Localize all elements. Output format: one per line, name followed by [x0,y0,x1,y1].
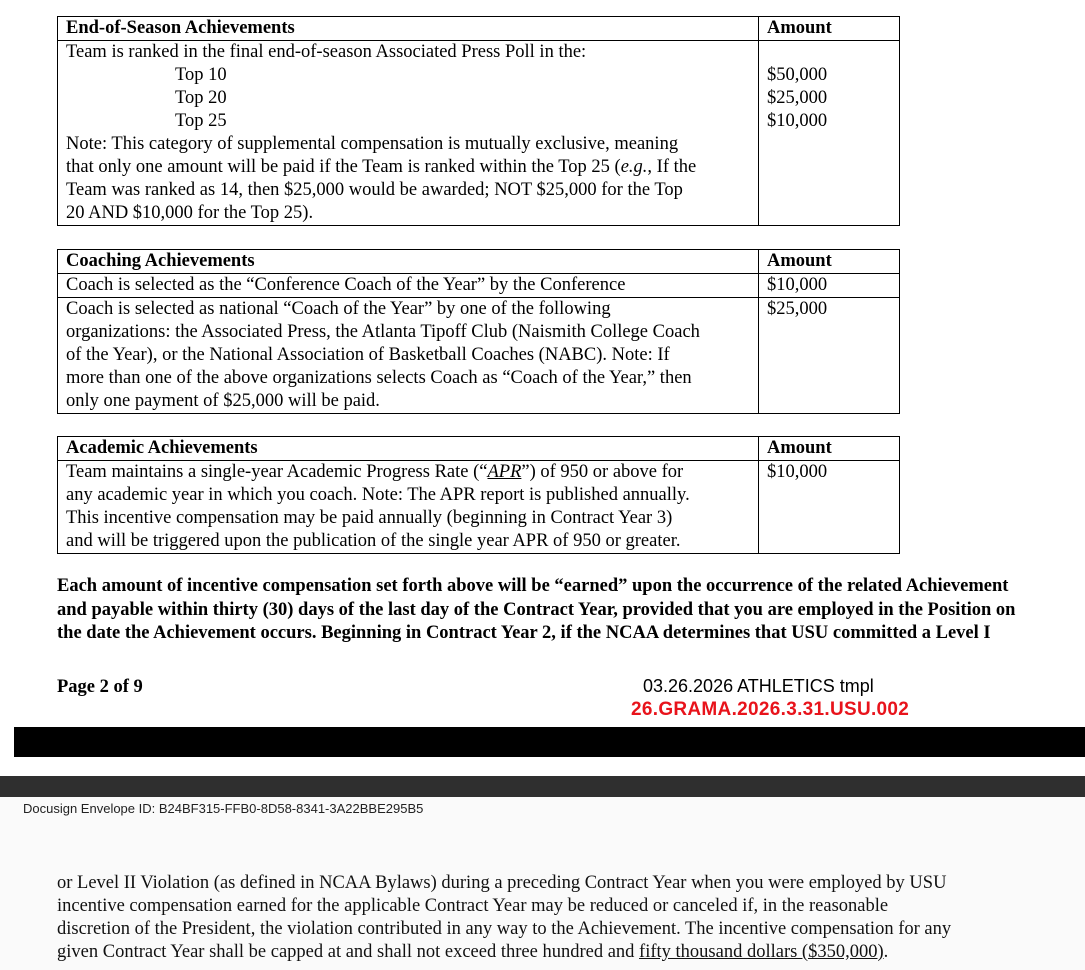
amount-header: Amount [759,250,900,274]
paragraph-line: and payable within thirty (30) days of the last day of the Contract Year, provided that you are employed in the Position on [57,599,1016,620]
table-cell-description: Coach is selected as the “Conference Coach of the Year” by the Conference [58,274,759,298]
table-cell-description [58,41,759,226]
row-line: This incentive compensation may be paid annually (beginning in Contract Year 3) [66,508,673,528]
paragraph-line: Each amount of incentive compensation set forth above will be “earned” upon the occurrence of the related Achievement [57,576,1009,596]
row-line: of the Year), or the National Association of Basketball Coaches (NABC). Note: If [66,345,670,365]
page-number: Page 2 of 9 [57,677,143,697]
tier-label: Top 20 [175,88,227,108]
note-line: 20 AND $10,000 for the Top 25). [66,203,314,223]
note-line: Team was ranked as 14, then $25,000 would be awarded; NOT $25,000 for the Top [66,180,683,200]
records-stamp-id: 26.GRAMA.2026.3.31.USU.002 [631,699,910,720]
row-line: Coach is selected as national “Coach of the Year” by one of the following [66,299,611,319]
paragraph-line: or Level II Violation (as defined in NCAA Bylaws) during a preceding Contract Year when you were employed by USU [57,873,947,893]
note-line: Note: This category of supplemental compensation is mutually exclusive, meaning [66,134,679,154]
row-line: and will be triggered upon the publication of the single year APR of 950 or greater. [66,531,681,551]
row-line: more than one of the above organizations selects Coach as “Coach of the Year,” then [66,368,692,388]
table-cell-amount [759,41,900,226]
row-line: any academic year in which you coach. Note: The APR report is published annually. [66,485,690,505]
amount-value: $50,000 [767,65,828,85]
paragraph-line: the date the Achievement occurs. Beginning in Contract Year 2, if the NCAA determines that USU committed a Level I [57,623,991,643]
note-line: that only one amount will be paid if the Team is ranked within the Top 25 (e.g., If the [66,157,697,177]
docusign-envelope-id: Docusign Envelope ID: B24BF315-FFB0-8D58-8341-3A22BBE295B5 [23,801,424,816]
row-line: organizations: the Associated Press, the Atlanta Tipoff Club (Naismith College Coach [66,322,700,342]
cap-amount: fifty thousand dollars ($350,000) [639,942,884,962]
tier-label: Top 10 [175,65,227,85]
amount-value: $25,000 [759,298,900,414]
amount-value: $25,000 [767,88,828,108]
paragraph-line: incentive compensation earned for the applicable Contract Year may be reduced or canceled if, in the reasonable [57,896,889,916]
amount-value: $10,000 [767,111,828,131]
amount-header: Amount [759,437,900,461]
paragraph-line: discretion of the President, the violation contributed in any way to the Achievement. The incentive compensation for any [57,919,952,939]
amount-value: $10,000 [759,461,900,554]
row-line: Team maintains a single-year Academic Progress Rate (“APR”) of 950 or above for [66,462,684,482]
academic-table [57,436,900,554]
redaction-bar [14,727,1085,757]
tier-label: Top 25 [175,111,227,131]
paragraph-line: given Contract Year shall be capped at and shall not exceed three hundred and fifty thousand dollars ($350,000). [57,942,889,962]
continued-paragraph [57,872,1057,964]
records-stamp-date: 03.26.2026 ATHLETICS tmpl [643,676,874,696]
intro-text: Team is ranked in the final end-of-season Associated Press Poll in the: [66,42,587,62]
coaching-table [57,249,900,414]
end-of-season-table [57,16,900,226]
amount-value: $10,000 [759,274,900,298]
table-header: Academic Achievements [58,437,759,461]
table-cell-description [58,298,759,414]
incentive-paragraph [57,575,1047,646]
table-header: Coaching Achievements [58,250,759,274]
amount-header: Amount [759,17,900,41]
table-cell-description [58,461,759,554]
row-line: only one payment of $25,000 will be paid. [66,391,380,411]
table-header: End-of-Season Achievements [58,17,759,41]
page-divider [0,776,1085,797]
